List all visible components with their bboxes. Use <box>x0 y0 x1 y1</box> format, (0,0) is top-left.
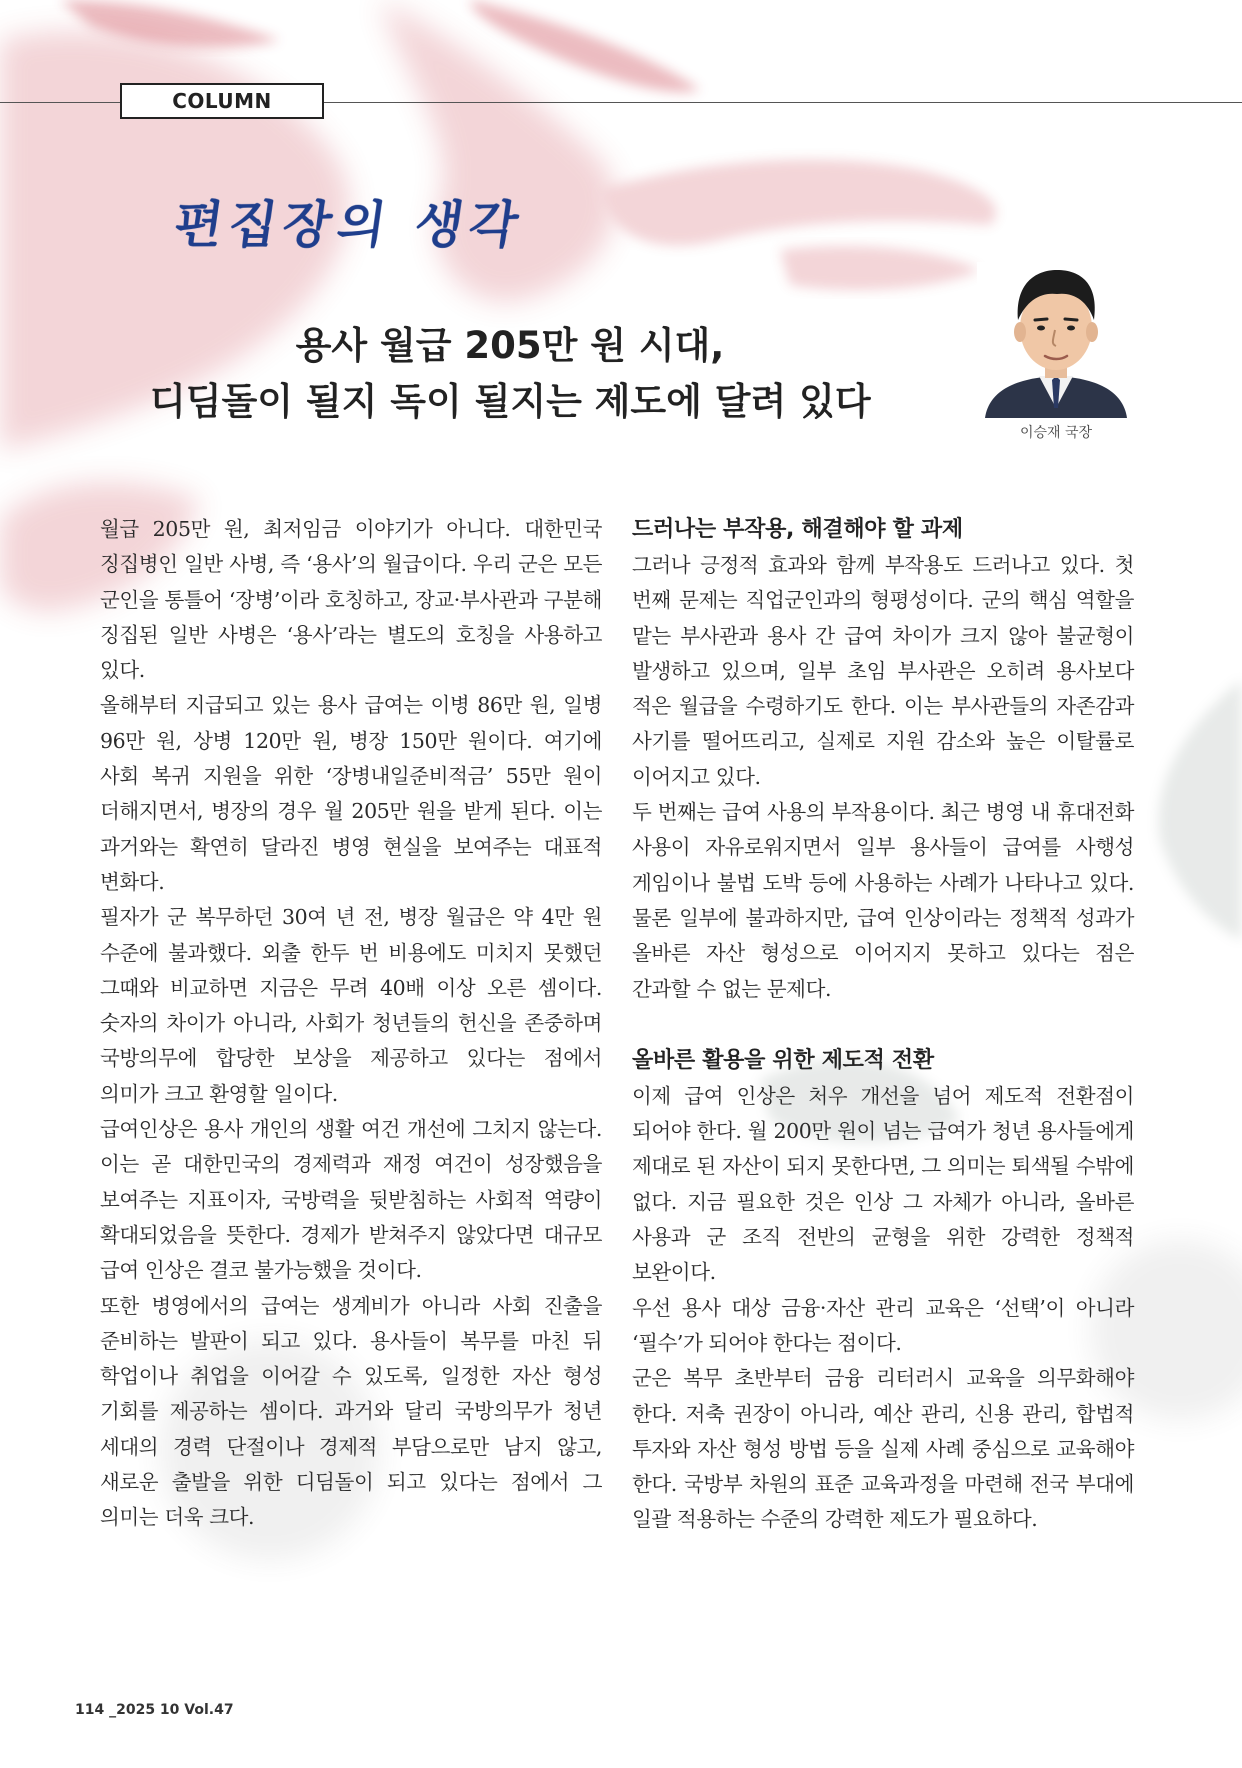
article-right-column <box>632 512 1134 1538</box>
body-paragraph: 월급 205만 원, 최저임금 이야기가 아니다. 대한민국 징집병인 일반 사병, 즉 ‘용사’의 월급이다. 우리 군은 모든 군인을 통틀어 ‘장병’이라 호칭하고, 장교·부사관과 구분해 징집된 일반 사병은 ‘용사’라는 별도의 호칭을 사용하고 있다. <box>100 517 602 683</box>
body-paragraph: 두 번째는 급여 사용의 부작용이다. 최근 병영 내 휴대전화 사용이 자유로워지면서 일부 용사들이 급여를 사행성 게임이나 불법 도박 등에 사용하는 사례가 나타나고 있다. 물론 일부에 불과하지만, 급여 인상이라는 정책적 성과가 올바른 자산 형성으로 이어지지 못하고 있다는 점은 간과할 수 없는 문제다. <box>632 800 1134 1001</box>
headline-line-1: 용사 월급 205만 원 시대, <box>295 324 725 367</box>
author-caption: 이승재 국장 <box>1019 425 1093 441</box>
page-folio: 114 _2025 10 Vol.47 <box>75 1702 234 1718</box>
body-paragraph: 급여인상은 용사 개인의 생활 여건 개선에 그치지 않는다. 이는 곧 대한민국의 경제력과 재정 여건이 성장했음을 보여주는 지표이자, 국방력을 뒷받침하는 사회적 역량이 확대되었음을 뜻한다. 경제가 받쳐주지 않았다면 대규모 급여 인상은 결코 불가능했을 것이다. <box>100 1117 602 1283</box>
body-paragraph: 또한 병영에서의 급여는 생계비가 아니라 사회 진출을 준비하는 발판이 되고 있다. 용사들이 복무를 마친 뒤 학업이나 취업을 이어갈 수 있도록, 일정한 자산 형성 기회를 제공하는 셈이다. 과거와 달리 국방의무가 청년 세대의 경력 단절이나 경제적 부담으로만 남지 않고, 새로운 출발을 위한 디딤돌이 되고 있다는 점에서 그 의미는 더욱 크다. <box>100 1293 602 1530</box>
body-paragraph: 올해부터 지급되고 있는 용사 급여는 이병 86만 원, 일병 96만 원, 상병 120만 원, 병장 150만 원이다. 여기에 사회 복귀 지원을 위한 ‘장병내일준비적금’ 55만 원이 더해지면서, 병장의 경우 월 205만 원을 받게 된다. 이는 과거와는 확연히 달라진 병영 현실을 보여주는 대표적 변화다. <box>100 693 602 894</box>
article-headline <box>150 318 870 430</box>
body-paragraph: 우선 용사 대상 금융·자산 관리 교육은 ‘선택’이 아니라 ‘필수’가 되어야 한다는 점이다. <box>632 1295 1134 1355</box>
headline-line-2: 디딤돌이 될지 독이 될지는 제도에 달려 있다 <box>150 380 871 423</box>
series-title: 편집장의 생각 <box>170 196 528 254</box>
section-heading: 드러나는 부작용, 해결해야 할 과제 <box>632 517 963 542</box>
body-paragraph: 그러나 긍정적 효과와 함께 부작용도 드러나고 있다. 첫 번째 문제는 직업군인과의 형평성이다. 군의 핵심 역할을 맡는 부사관과 용사 간 급여 차이가 크지 않아 불균형이 발생하고 있으며, 일부 초임 부사관은 오히려 용사보다 적은 월급을 수령하기도 한다. 이는 부사관들의 자존감과 사기를 떨어뜨리고, 실제로 지원 감소와 높은 이탈률로 이어지고 있다. <box>632 553 1134 789</box>
author-portrait <box>977 262 1135 418</box>
body-paragraph: 필자가 군 복무하던 30여 년 전, 병장 월급은 약 4만 원 수준에 불과했다. 외출 한두 번 비용에도 미치지 못했던 그때와 비교하면 지금은 무려 40배 이상 오른 셈이다. 숫자의 차이가 아니라, 사회가 청년들의 헌신을 존중하며 국방의무에 합당한 보상을 제공하고 있다는 점에서 의미가 크고 환영할 일이다. <box>100 905 602 1106</box>
article-left-column <box>100 512 602 1536</box>
section-spacer <box>632 1007 1134 1043</box>
body-paragraph: 군은 복무 초반부터 금융 리터러시 교육을 의무화해야 한다. 저축 권장이 아니라, 예산 관리, 신용 관리, 합법적 투자와 자산 형성 방법 등을 실제 사례 중심으로 교육해야 한다. 국방부 차원의 표준 교육과정을 마련해 전국 부대에 일괄 적용하는 수준의 강력한 제도가 필요하다. <box>632 1366 1134 1532</box>
column-tag: COLUMN <box>120 83 324 119</box>
body-paragraph: 이제 급여 인상은 처우 개선을 넘어 제도적 전환점이 되어야 한다. 월 200만 원이 넘는 급여가 청년 용사들에게 제대로 된 자산이 되지 못한다면, 그 의미는 퇴색될 수밖에 없다. 지금 필요한 것은 인상 그 자체가 아니라, 올바른 사용과 군 조직 전반의 균형을 위한 강력한 정책적 보완이다. <box>632 1083 1134 1285</box>
section-heading: 올바른 활용을 위한 제도적 전환 <box>632 1047 934 1073</box>
